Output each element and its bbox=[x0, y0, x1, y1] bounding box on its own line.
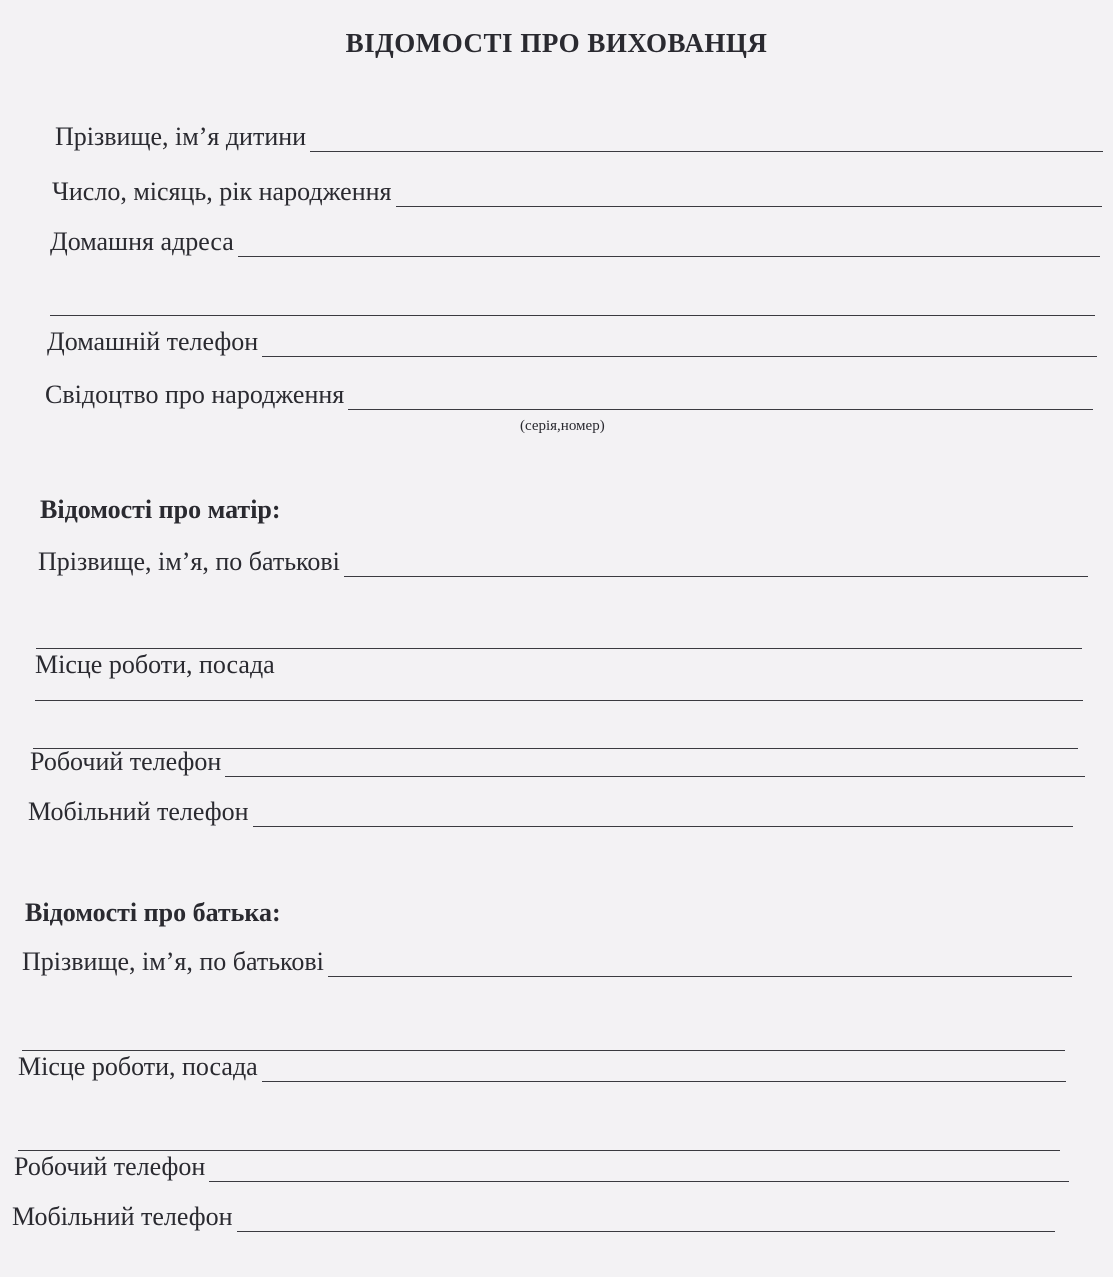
father-work-field[interactable] bbox=[18, 1050, 1066, 1082]
mother-work-phone-label: Робочий телефон bbox=[30, 747, 222, 776]
child-address-line[interactable] bbox=[238, 234, 1100, 257]
father-work-phone-line[interactable] bbox=[209, 1159, 1069, 1182]
mother-mobile-line[interactable] bbox=[253, 804, 1074, 827]
child-certificate-field[interactable] bbox=[45, 378, 1093, 410]
mother-mobile-label: Мобільний телефон bbox=[28, 797, 249, 826]
mother-mobile-field[interactable] bbox=[28, 795, 1073, 827]
mother-name-label: Прізвище, ім’я, по батькові bbox=[38, 547, 340, 576]
child-birth-line[interactable] bbox=[396, 184, 1102, 207]
child-home-phone-label: Домашній телефон bbox=[47, 327, 259, 356]
child-certificate-label: Свідоцтво про народження bbox=[45, 380, 345, 409]
mother-heading: Відомості про матір: bbox=[40, 495, 281, 524]
certificate-caption: (серія,номер) bbox=[520, 418, 605, 434]
mother-work-line[interactable] bbox=[35, 700, 1083, 701]
father-mobile-label: Мобільний телефон bbox=[12, 1202, 233, 1231]
child-address-field[interactable] bbox=[50, 225, 1100, 257]
father-work-line[interactable] bbox=[262, 1059, 1066, 1082]
form-title: ВІДОМОСТІ ПРО ВИХОВАНЦЯ bbox=[345, 28, 768, 58]
child-address-label: Домашня адреса bbox=[50, 227, 234, 256]
father-work-phone-label: Робочий телефон bbox=[14, 1152, 206, 1181]
father-name-label: Прізвище, ім’я, по батькові bbox=[22, 947, 324, 976]
child-name-line[interactable] bbox=[310, 129, 1103, 152]
child-name-field[interactable] bbox=[55, 120, 1103, 152]
mother-name-field[interactable] bbox=[38, 545, 1088, 577]
father-mobile-field[interactable] bbox=[12, 1200, 1055, 1232]
child-address-line-2[interactable] bbox=[50, 315, 1095, 316]
mother-name-line[interactable] bbox=[344, 554, 1088, 577]
father-name-line[interactable] bbox=[328, 954, 1072, 977]
father-work-phone-field[interactable] bbox=[14, 1150, 1069, 1182]
father-name-field[interactable] bbox=[22, 945, 1072, 977]
mother-work-phone-field[interactable] bbox=[30, 745, 1085, 777]
child-certificate-line[interactable] bbox=[348, 387, 1093, 410]
mother-work-phone-line[interactable] bbox=[225, 754, 1085, 777]
father-mobile-line[interactable] bbox=[237, 1209, 1056, 1232]
child-home-phone-line[interactable] bbox=[262, 334, 1097, 357]
child-name-label: Прізвище, ім’я дитини bbox=[55, 122, 307, 151]
mother-name-line-2[interactable] bbox=[36, 648, 1082, 649]
child-home-phone-field[interactable] bbox=[47, 325, 1097, 357]
father-work-label: Місце роботи, посада bbox=[18, 1052, 258, 1081]
child-birth-field[interactable] bbox=[52, 175, 1102, 207]
child-birth-label: Число, місяць, рік народження bbox=[52, 177, 392, 206]
mother-work-label: Місце роботи, посада bbox=[35, 650, 275, 679]
father-heading: Відомості про батька: bbox=[25, 898, 281, 927]
